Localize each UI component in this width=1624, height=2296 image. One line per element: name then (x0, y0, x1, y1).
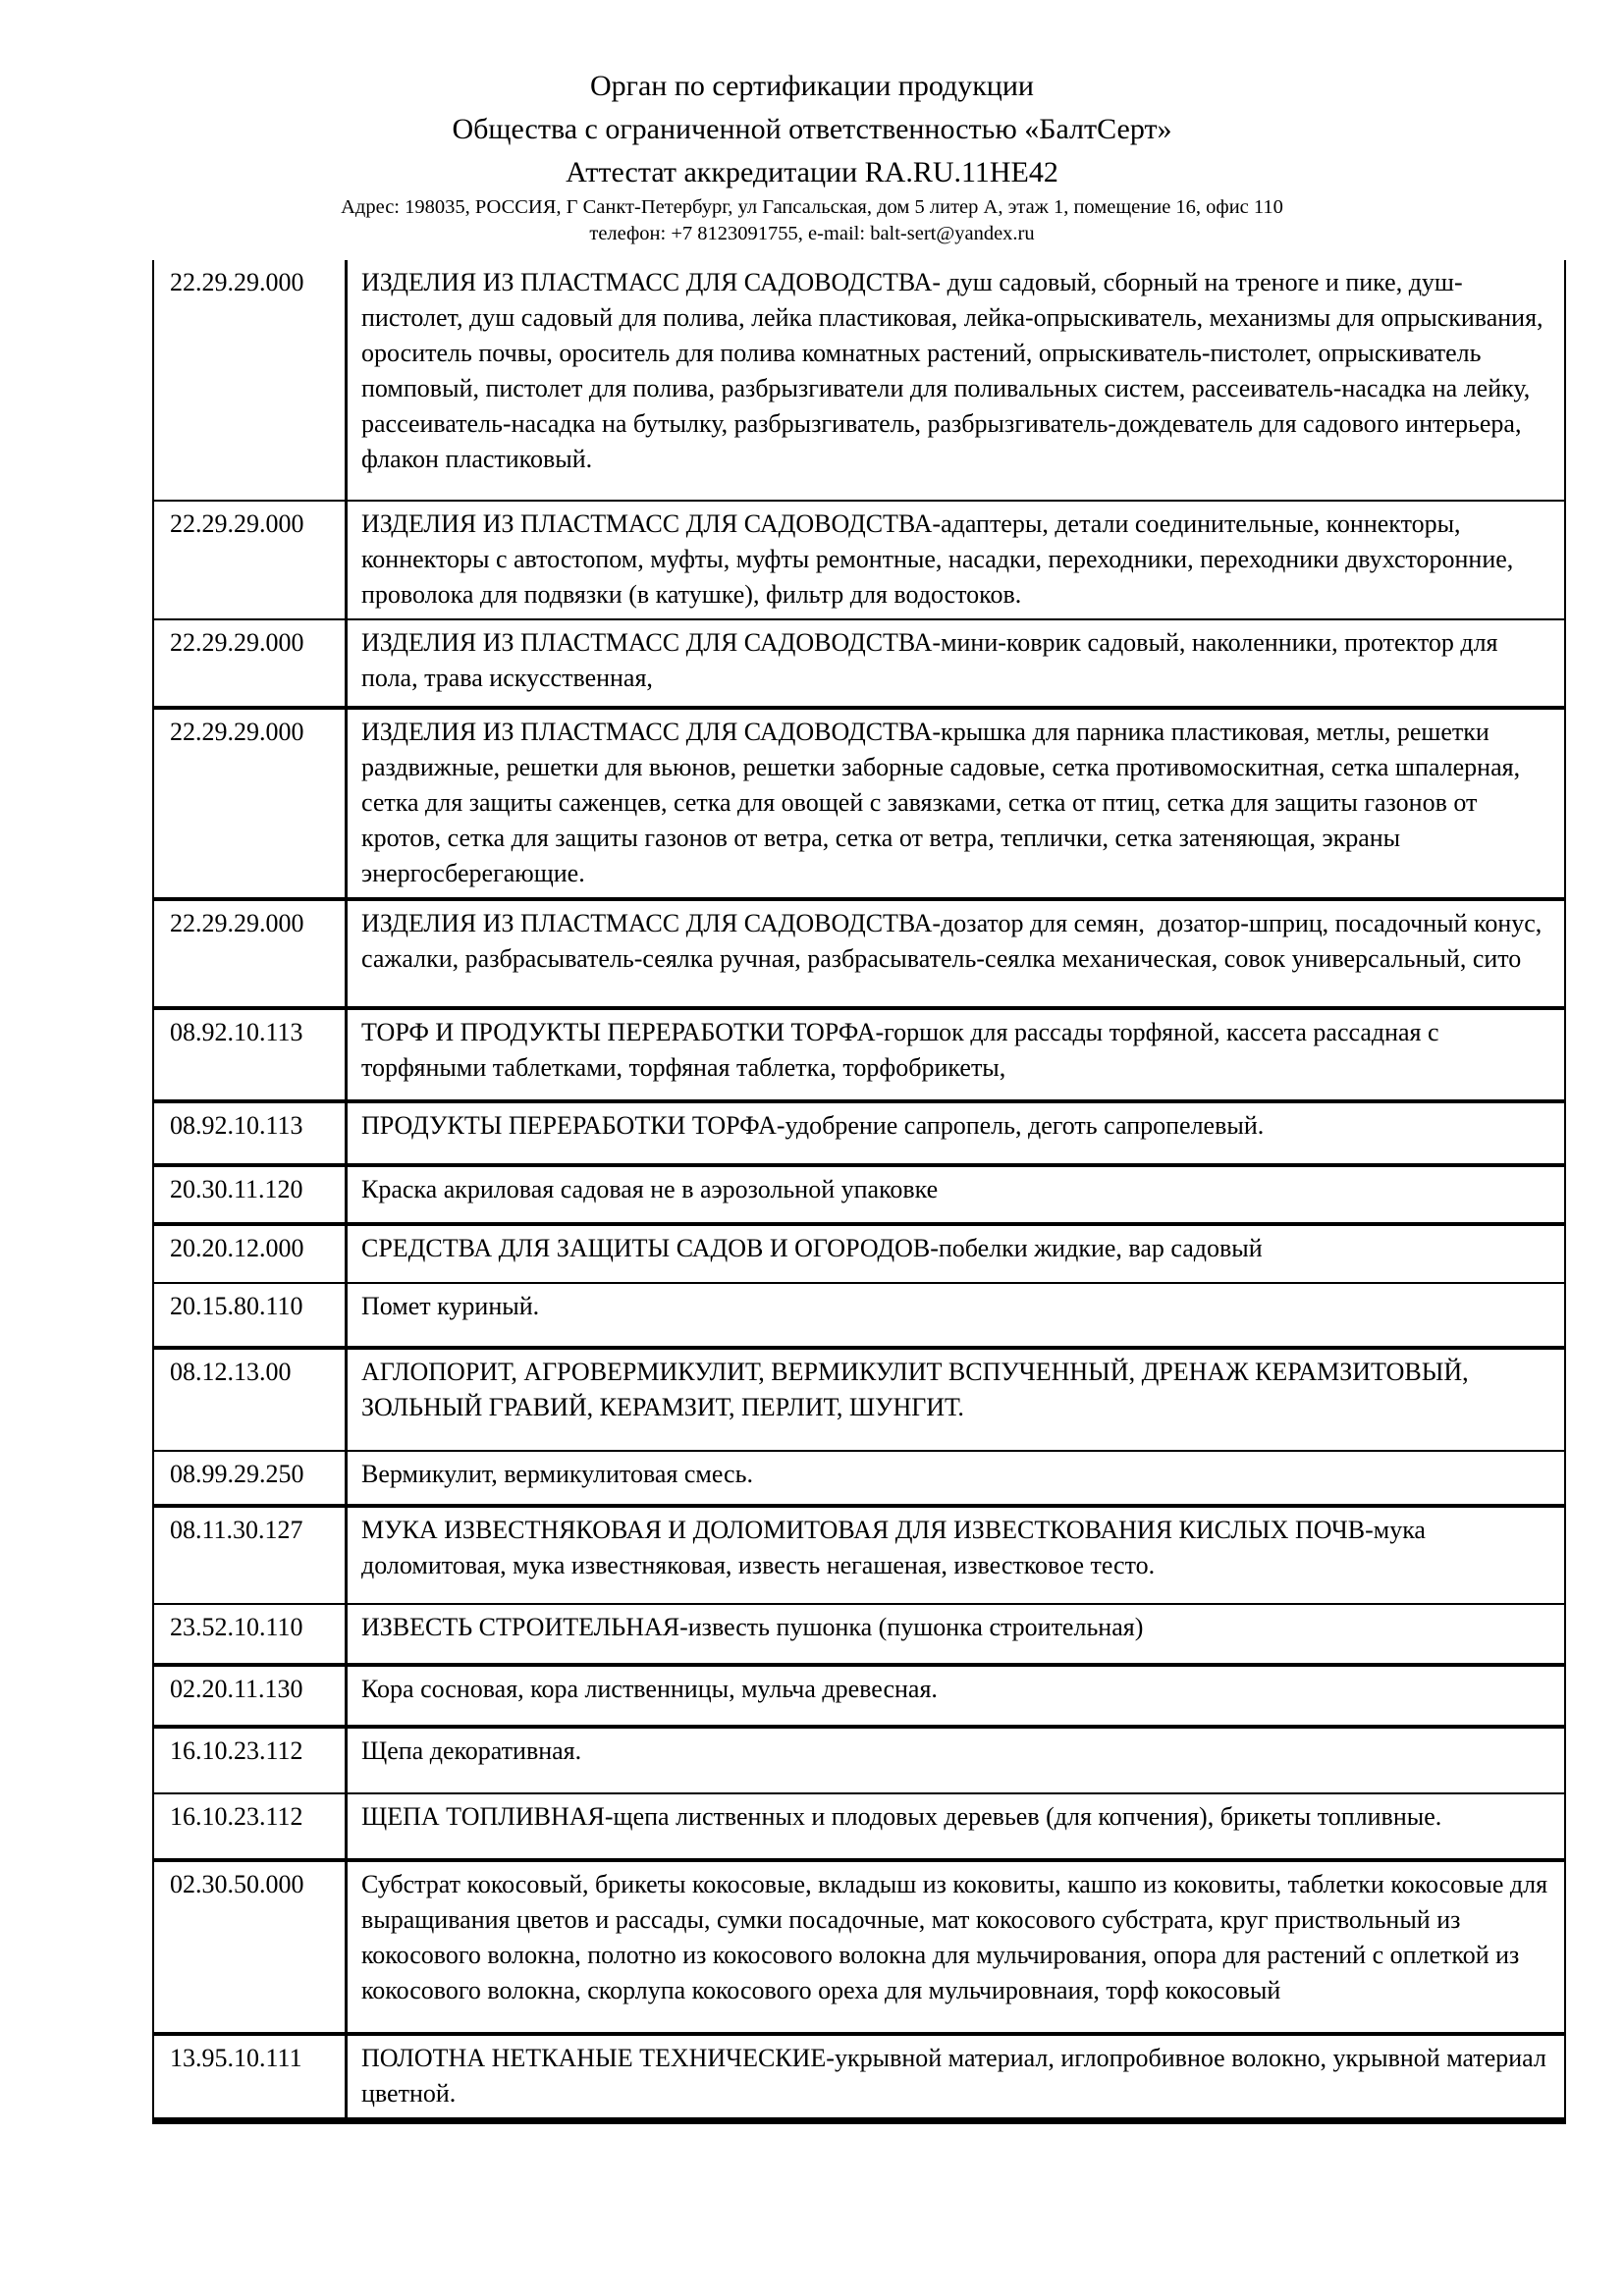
table-row (154, 1167, 1564, 1226)
description-cell: ИЗДЕЛИЯ ИЗ ПЛАСТМАСС ДЛЯ САДОВОДСТВА-адаптеры, детали соединительные, коннекторы, коннекторы с автостопом, муфты, муфты ремонтные, насадки, переходники, переходники двухсторонние, проволока для подвязки (в катушке), фильтр для водостоков. (361, 509, 1520, 609)
description-cell: Краска акриловая садовая не в аэрозольной упаковке (361, 1175, 939, 1203)
table-row (154, 1226, 1564, 1284)
table-row (154, 1350, 1564, 1452)
description-cell: МУКА ИЗВЕСТНЯКОВАЯ И ДОЛОМИТОВАЯ ДЛЯ ИЗВЕСТКОВАНИЯ КИСЛЫХ ПОЧВ-мука доломитовая, мука известняковая, известь негашеная, известковое тесто. (361, 1516, 1433, 1579)
code-cell: 08.99.29.250 (154, 1452, 348, 1504)
table-row (154, 710, 1564, 901)
accreditation-line: Аттестат аккредитации RA.RU.11HE42 (566, 156, 1058, 188)
table-row (154, 1452, 1564, 1508)
table-row (154, 1605, 1564, 1667)
description-cell: Кора сосновая, кора лиственницы, мульча древесная. (361, 1675, 938, 1703)
address-line: Адрес: 198035, РОССИЯ, Г Санкт-Петербург, ул Гапсальская, дом 5 литер А, этаж 1, помещение 16, офис 110 (341, 196, 1283, 218)
code-cell: 02.20.11.130 (154, 1667, 348, 1725)
table-row (154, 620, 1564, 710)
table-row (154, 260, 1564, 502)
table-row (154, 1508, 1564, 1605)
code-cell: 13.95.10.111 (154, 2036, 348, 2117)
description-cell: ЩЕПА ТОПЛИВНАЯ-щепа лиственных и плодовых деревьев (для копчения), брикеты топливные. (361, 1802, 1442, 1831)
table-row (154, 2036, 1564, 2117)
code-cell: 16.10.23.112 (154, 1729, 348, 1792)
table-row (154, 1862, 1564, 2036)
contact-line: телефон: +7 8123091755, e-mail: balt-sert@yandex.ru (589, 223, 1035, 244)
description-cell: ТОРФ И ПРОДУКТЫ ПЕРЕРАБОТКИ ТОРФА-горшок для рассады торфяной, кассета рассадная с торфяными таблетками, торфяная таблетка, торфобрикеты, (361, 1018, 1446, 1082)
code-cell: 08.11.30.127 (154, 1508, 348, 1603)
description-cell: ИЗДЕЛИЯ ИЗ ПЛАСТМАСС ДЛЯ САДОВОДСТВА-мини-коврик садовый, наколенники, протектор для пола, трава искусственная, (361, 628, 1505, 692)
table-row (154, 502, 1564, 620)
description-cell: ИЗВЕСТЬ СТРОИТЕЛЬНАЯ-известь пушонка (пушонка строительная) (361, 1613, 1144, 1641)
description-cell: АГЛОПОРИТ, АГРОВЕРМИКУЛИТ, ВЕРМИКУЛИТ ВСПУЧЕННЫЙ, ДРЕНАЖ КЕРАМЗИТОВЫЙ, ЗОЛЬНЫЙ ГРАВИЙ, КЕРАМЗИТ, ПЕРЛИТ, ШУНГИТ. (361, 1358, 1476, 1421)
code-cell: 20.15.80.110 (154, 1284, 348, 1346)
description-cell: ИЗДЕЛИЯ ИЗ ПЛАСТМАСС ДЛЯ САДОВОДСТВА- душ садовый, сборный на треноге и пике, душ-пистолет, душ садовый для полива, лейка пластиковая, лейка-опрыскиватель, механизмы для опрыскивания, ороситель почвы, ороситель для полива комнатных растений, опрыскиватель-пистолет, опрыскиватель помповый, пистолет для полива, разбрызгиватели для поливальных систем, рассеиватель-насадка на лейку, рассеиватель-насадка на бутылку, разбрызгиватель, разбрызгиватель-дождеватель для садового интерьера, флакон пластиковый. (361, 268, 1550, 473)
document-header (27, 0, 1597, 247)
description-cell: СРЕДСТВА ДЛЯ ЗАЩИТЫ САДОВ И ОГОРОДОВ-побелки жидкие, вар садовый (361, 1234, 1263, 1262)
description-cell: ПРОДУКТЫ ПЕРЕРАБОТКИ ТОРФА-удобрение сапропель, деготь сапропелевый. (361, 1111, 1265, 1140)
description-cell: Субстрат кокосовый, брикеты кокосовые, вкладыш из коковиты, кашпо из коковиты, таблетки кокосовые для выращивания цветов и рассады, сумки посадочные, мат кокосового субстрата, круг приствольный из кокосового волокна, полотно из кокосового волокна для мульчирования, опора для растений с оплеткой из кокосового волокна, скорлупа кокосового ореха для мульчировнаия, торф кокосовый (361, 1870, 1554, 2004)
code-cell: 02.30.50.000 (154, 1862, 348, 2032)
description-cell: ИЗДЕЛИЯ ИЗ ПЛАСТМАСС ДЛЯ САДОВОДСТВА-дозатор для семян, дозатор-шприц, посадочный конус, сажалки, разбрасыватель-сеялка ручная, разбрасыватель-сеялка механическая, совок универсальный, сито (361, 909, 1548, 973)
table-row (154, 1794, 1564, 1862)
code-cell: 08.92.10.113 (154, 1103, 348, 1163)
table-row (154, 1284, 1564, 1350)
code-cell: 23.52.10.110 (154, 1605, 348, 1663)
table-row (154, 901, 1564, 1010)
code-cell: 22.29.29.000 (154, 260, 348, 500)
description-cell: Щепа декоративная. (361, 1736, 582, 1765)
description-cell: ПОЛОТНА НЕТКАНЫЕ ТЕХНИЧЕСКИЕ-укрывной материал, иглопробивное волокно, укрывной материал цветной. (361, 2044, 1553, 2108)
description-cell: ИЗДЕЛИЯ ИЗ ПЛАСТМАСС ДЛЯ САДОВОДСТВА-крышка для парника пластиковая, метлы, решетки раздвижные, решетки для вьюнов, решетки заборные садовые, сетка противомоскитная, сетка шпалерная, сетка для защиты саженцев, сетка для овощей с завязками, сетка от птиц, сетка для защиты газонов от кротов, сетка для защиты газонов от ветра, сетка от ветра, теплички, сетка затеняющая, экраны энергосберегающие. (361, 718, 1527, 887)
code-cell: 22.29.29.000 (154, 710, 348, 897)
table-row (154, 1729, 1564, 1794)
table-row (154, 1010, 1564, 1103)
code-cell: 08.12.13.00 (154, 1350, 348, 1450)
code-cell: 08.92.10.113 (154, 1010, 348, 1099)
code-cell: 22.29.29.000 (154, 620, 348, 706)
code-cell: 22.29.29.000 (154, 502, 348, 618)
org-title-line-1: Орган по сертификации продукции (590, 70, 1034, 102)
code-cell: 20.30.11.120 (154, 1167, 348, 1222)
code-cell: 20.20.12.000 (154, 1226, 348, 1282)
table-row (154, 1667, 1564, 1729)
code-cell: 22.29.29.000 (154, 901, 348, 1006)
code-cell: 16.10.23.112 (154, 1794, 348, 1858)
description-cell: Вермикулит, вермикулитовая смесь. (361, 1460, 753, 1488)
description-cell: Помет куриный. (361, 1292, 540, 1320)
table-row (154, 1103, 1564, 1167)
doc-table (152, 260, 1566, 2124)
org-title-line-2: Общества с ограниченной ответственностью «БалтСерт» (452, 113, 1172, 145)
